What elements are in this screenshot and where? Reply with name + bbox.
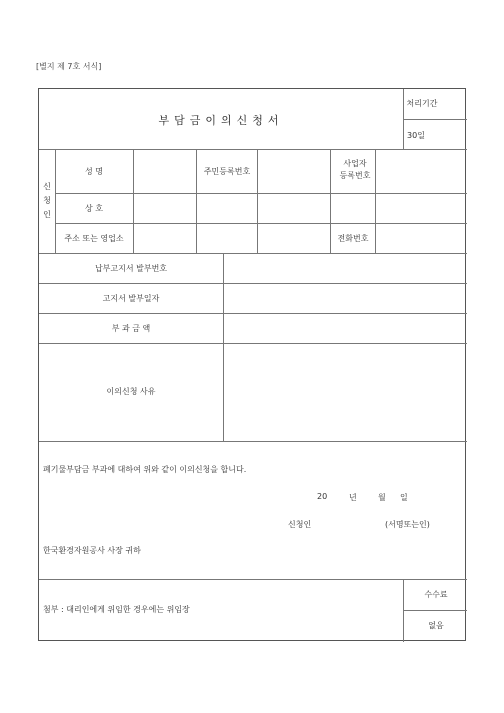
form-id: [별지 제 7호 서식]: [36, 62, 102, 71]
divider: [55, 149, 56, 253]
divider: [39, 149, 467, 150]
applicant-char: 청: [43, 196, 51, 205]
attachment-note: 첨부 : 대리인에게 위임한 경우에는 위임장: [43, 605, 190, 614]
addressee: 한국환경자원공사 사장 귀하: [43, 546, 141, 555]
name-label: 성 명: [85, 167, 103, 176]
divider: [223, 253, 224, 441]
divider: [39, 283, 467, 284]
signature-note: (서명또는인): [385, 520, 430, 529]
divider: [55, 223, 467, 224]
fee-value: 없음: [428, 621, 444, 630]
applicant-section-label: [42, 180, 52, 222]
date-day-label: 일: [400, 493, 408, 502]
business-no-label-line1: 사업자: [343, 159, 367, 168]
address-label: 주소 또는 영업소: [64, 234, 124, 243]
fee-label: 수수료: [424, 590, 448, 599]
declaration-statement: 폐기물부담금 부과에 대하여 위와 같이 이의신청을 합니다.: [43, 465, 247, 474]
business-no-label: [340, 158, 371, 182]
divider: [196, 149, 197, 253]
date-year-label: 년: [349, 493, 357, 502]
application-form: [38, 88, 466, 641]
trade-name-label: 상 호: [85, 204, 103, 213]
date-month-label: 월: [378, 493, 386, 502]
divider: [39, 441, 467, 442]
date-year-prefix: 20: [317, 492, 328, 501]
divider: [39, 313, 467, 314]
divider: [39, 343, 467, 344]
applicant-char: 신: [43, 182, 51, 191]
divider: [39, 253, 467, 254]
amount-label: 부 과 금 액: [111, 324, 151, 333]
divider: [257, 149, 258, 253]
objection-reason-label: 이의신청 사유: [106, 387, 156, 396]
divider: [133, 149, 134, 253]
divider: [55, 193, 467, 194]
phone-label: 전화번호: [337, 234, 369, 243]
divider: [403, 89, 404, 149]
form-title: 부담금이의신청서: [158, 114, 284, 127]
processing-period-value: 30일: [407, 131, 425, 140]
divider: [403, 579, 404, 642]
resident-no-label: 주민등록번호: [203, 167, 251, 176]
divider: [375, 149, 376, 253]
business-no-label-line2: 등록번호: [339, 171, 371, 180]
divider: [330, 149, 331, 253]
notice-number-label: 납부고지서 발부번호: [94, 264, 168, 273]
notice-date-label: 고지서 발부일자: [102, 294, 160, 303]
divider: [403, 119, 467, 120]
signer-label: 신청인: [288, 520, 312, 529]
divider: [403, 610, 467, 611]
processing-period-label: 처리기간: [406, 99, 438, 108]
applicant-char: 인: [43, 210, 51, 219]
